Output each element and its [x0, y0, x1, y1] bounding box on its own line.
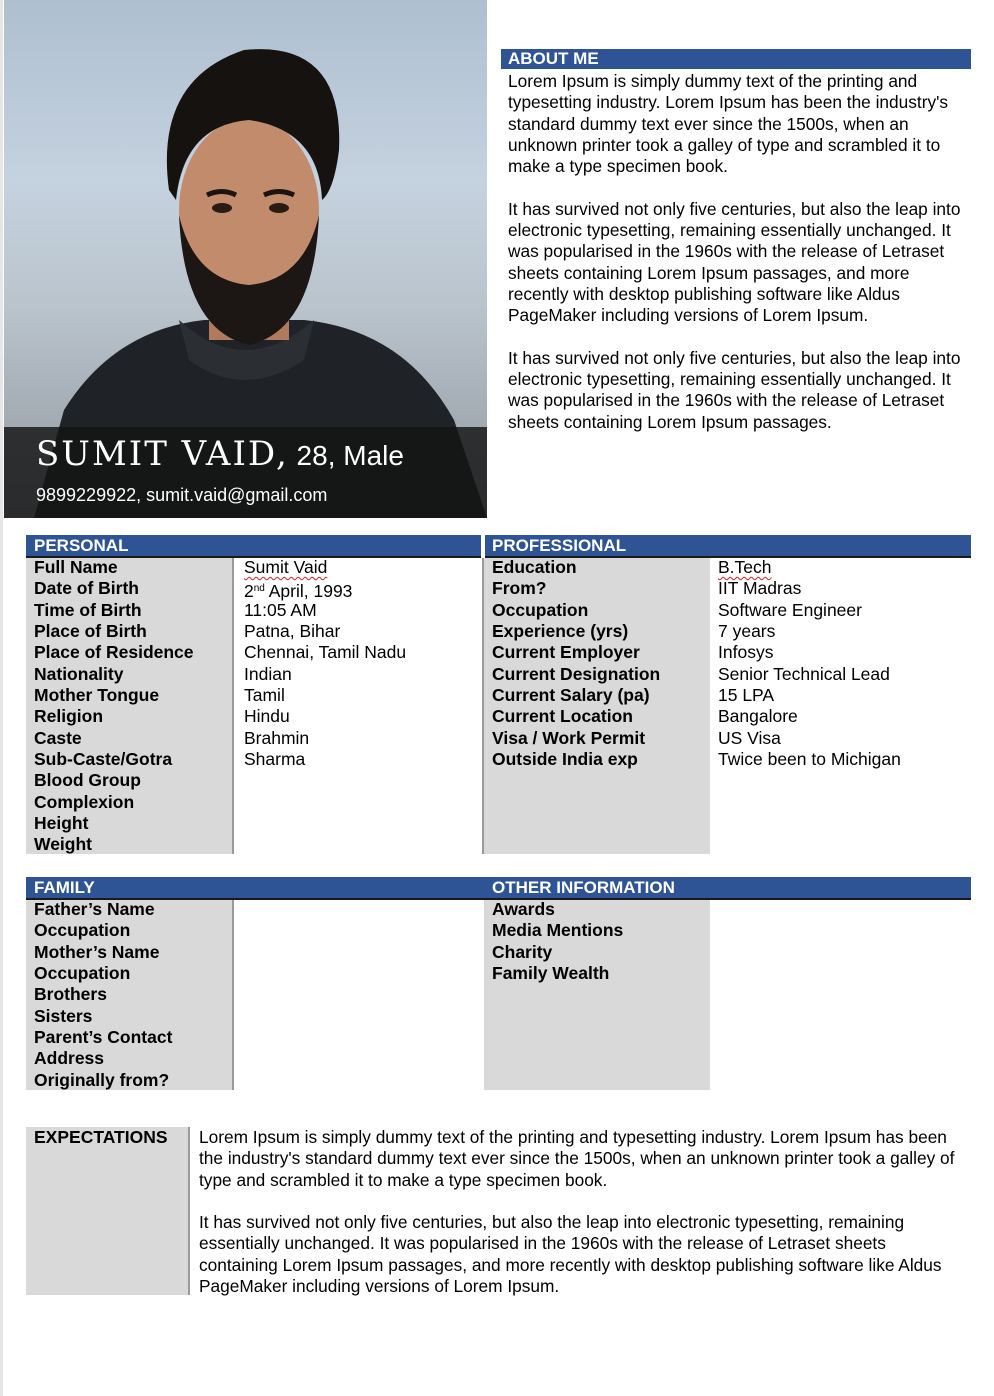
- other-label: Media Mentions: [492, 920, 624, 940]
- personal-label: Weight: [34, 834, 93, 854]
- expectations-text: [199, 1127, 969, 1319]
- professional-label: Outside India exp: [492, 749, 638, 769]
- family-label: Father’s Name: [34, 899, 155, 919]
- divider: [232, 558, 234, 854]
- personal-label: Complexion: [34, 792, 135, 812]
- personal-value: Tamil: [244, 685, 285, 705]
- professional-value: Senior Technical Lead: [718, 664, 890, 684]
- professional-value: US Visa: [718, 728, 781, 748]
- personal-label: Mother Tongue: [34, 685, 160, 705]
- personal-label: Nationality: [34, 664, 124, 684]
- personal-value: Sharma: [244, 749, 306, 769]
- personal-label: Religion: [34, 706, 104, 726]
- personal-label: Time of Birth: [34, 600, 142, 620]
- professional-header: PROFESSIONAL: [492, 536, 627, 555]
- about-paragraph: Lorem Ipsum is simply dummy text of the printing and typesetting industry. Lorem Ipsum has been the industry's standard dummy text ever since the 1500s, when an unknown printer took a galley of type and scrambled it to make a type specimen book.: [508, 71, 949, 177]
- personal-label: Sub-Caste/Gotra: [34, 749, 173, 769]
- professional-label: From?: [492, 578, 547, 598]
- professional-label: Current Employer: [492, 642, 640, 662]
- expectations-paragraph: Lorem Ipsum is simply dummy text of the printing and typesetting industry. Lorem Ipsum has been the industry's standard dummy text ever since the 1500s, when an unknown printer took a galley of type and scrambled it to make a type specimen book.: [199, 1127, 955, 1190]
- personal-value: Patna, Bihar: [244, 621, 341, 641]
- personal-value: Brahmin: [244, 728, 310, 748]
- professional-value: IIT Madras: [718, 578, 802, 598]
- about-text: [508, 71, 968, 454]
- name-line: [36, 434, 404, 474]
- personal-label: Place of Residence: [34, 642, 194, 662]
- age-gender: 28, Male: [288, 440, 404, 471]
- family-label: Brothers: [34, 984, 107, 1004]
- professional-label: Education: [492, 557, 577, 577]
- contact-info: 9899229922, sumit.vaid@gmail.com: [36, 485, 328, 505]
- page-edge: [0, 0, 3, 1396]
- professional-label: Current Designation: [492, 664, 661, 684]
- family-label: Mother’s Name: [34, 942, 160, 962]
- personal-value: Chennai, Tamil Nadu: [244, 642, 407, 662]
- divider: [232, 900, 234, 1090]
- family-label: Occupation: [34, 963, 131, 983]
- about-header: ABOUT ME: [501, 49, 971, 69]
- about-paragraph: It has survived not only five centuries, but also the leap into electronic typesetting, remaining essentially unchanged. It was popularised in the 1960s with the release of Letraset sheets containing Lorem Ipsum passages.: [508, 347, 961, 432]
- professional-label: Current Salary (pa): [492, 685, 650, 705]
- personal-value: Indian: [244, 664, 292, 684]
- personal-label: Full Name: [34, 557, 118, 577]
- family-label: Originally from?: [34, 1070, 170, 1090]
- family-label: Parent’s Contact: [34, 1027, 173, 1047]
- personal-value: 11:05 AM: [244, 600, 317, 620]
- about-paragraph: It has survived not only five centuries, but also the leap into electronic typesetting, remaining essentially unchanged. It was popularised in the 1960s with the release of Letraset sheets containing Lorem Ipsum passages, and more recently with desktop publishing software like Aldus PageMaker including versions of Lorem Ipsum.: [508, 198, 961, 326]
- dob-suffix: nd: [253, 583, 265, 594]
- other-label: Awards: [492, 899, 555, 919]
- personal-label: Date of Birth: [34, 578, 139, 598]
- professional-value: Software Engineer: [718, 600, 862, 620]
- other-label: Charity: [492, 942, 553, 962]
- family-label: Address: [34, 1048, 105, 1068]
- personal-header: PERSONAL: [34, 536, 129, 555]
- family-label: Sisters: [34, 1006, 93, 1026]
- professional-value: Infosys: [718, 642, 774, 662]
- professional-value: 15 LPA: [718, 685, 775, 705]
- personal-label: Height: [34, 813, 89, 833]
- professional-label: Visa / Work Permit: [492, 728, 646, 748]
- personal-label: Place of Birth: [34, 621, 147, 641]
- dob-rest: April, 1993: [264, 581, 353, 601]
- professional-label: Occupation: [492, 600, 589, 620]
- dob-day: 2: [244, 581, 254, 601]
- professional-label: Experience (yrs): [492, 621, 629, 641]
- family-label: Occupation: [34, 920, 131, 940]
- other-info-header: OTHER INFORMATION: [492, 878, 675, 897]
- professional-value: B.Tech: [718, 557, 772, 577]
- personal-value: Sumit Vaid: [244, 557, 328, 577]
- full-name-heading: SUMIT VAID,: [36, 434, 289, 474]
- expectations-paragraph: It has survived not only five centuries, but also the leap into electronic typesetting, remaining essentially unchanged. It was popularised in the 1960s with the release of Letraset sheets containing Lorem Ipsum passages, and more recently with desktop publishing software like Aldus PageMaker including versions of Lorem Ipsum.: [199, 1212, 942, 1297]
- other-label: Family Wealth: [492, 963, 610, 983]
- family-header: FAMILY: [34, 878, 95, 897]
- personal-value: Hindu: [244, 706, 290, 726]
- personal-value: [244, 578, 352, 602]
- personal-label: Blood Group: [34, 770, 141, 790]
- professional-value: Bangalore: [718, 706, 798, 726]
- expectations-label: EXPECTATIONS: [34, 1127, 168, 1147]
- professional-value: Twice been to Michigan: [718, 749, 901, 769]
- expectations-label-column: [26, 1127, 188, 1295]
- divider: [188, 1127, 190, 1295]
- professional-value: 7 years: [718, 621, 776, 641]
- personal-label: Caste: [34, 728, 82, 748]
- professional-label: Current Location: [492, 706, 633, 726]
